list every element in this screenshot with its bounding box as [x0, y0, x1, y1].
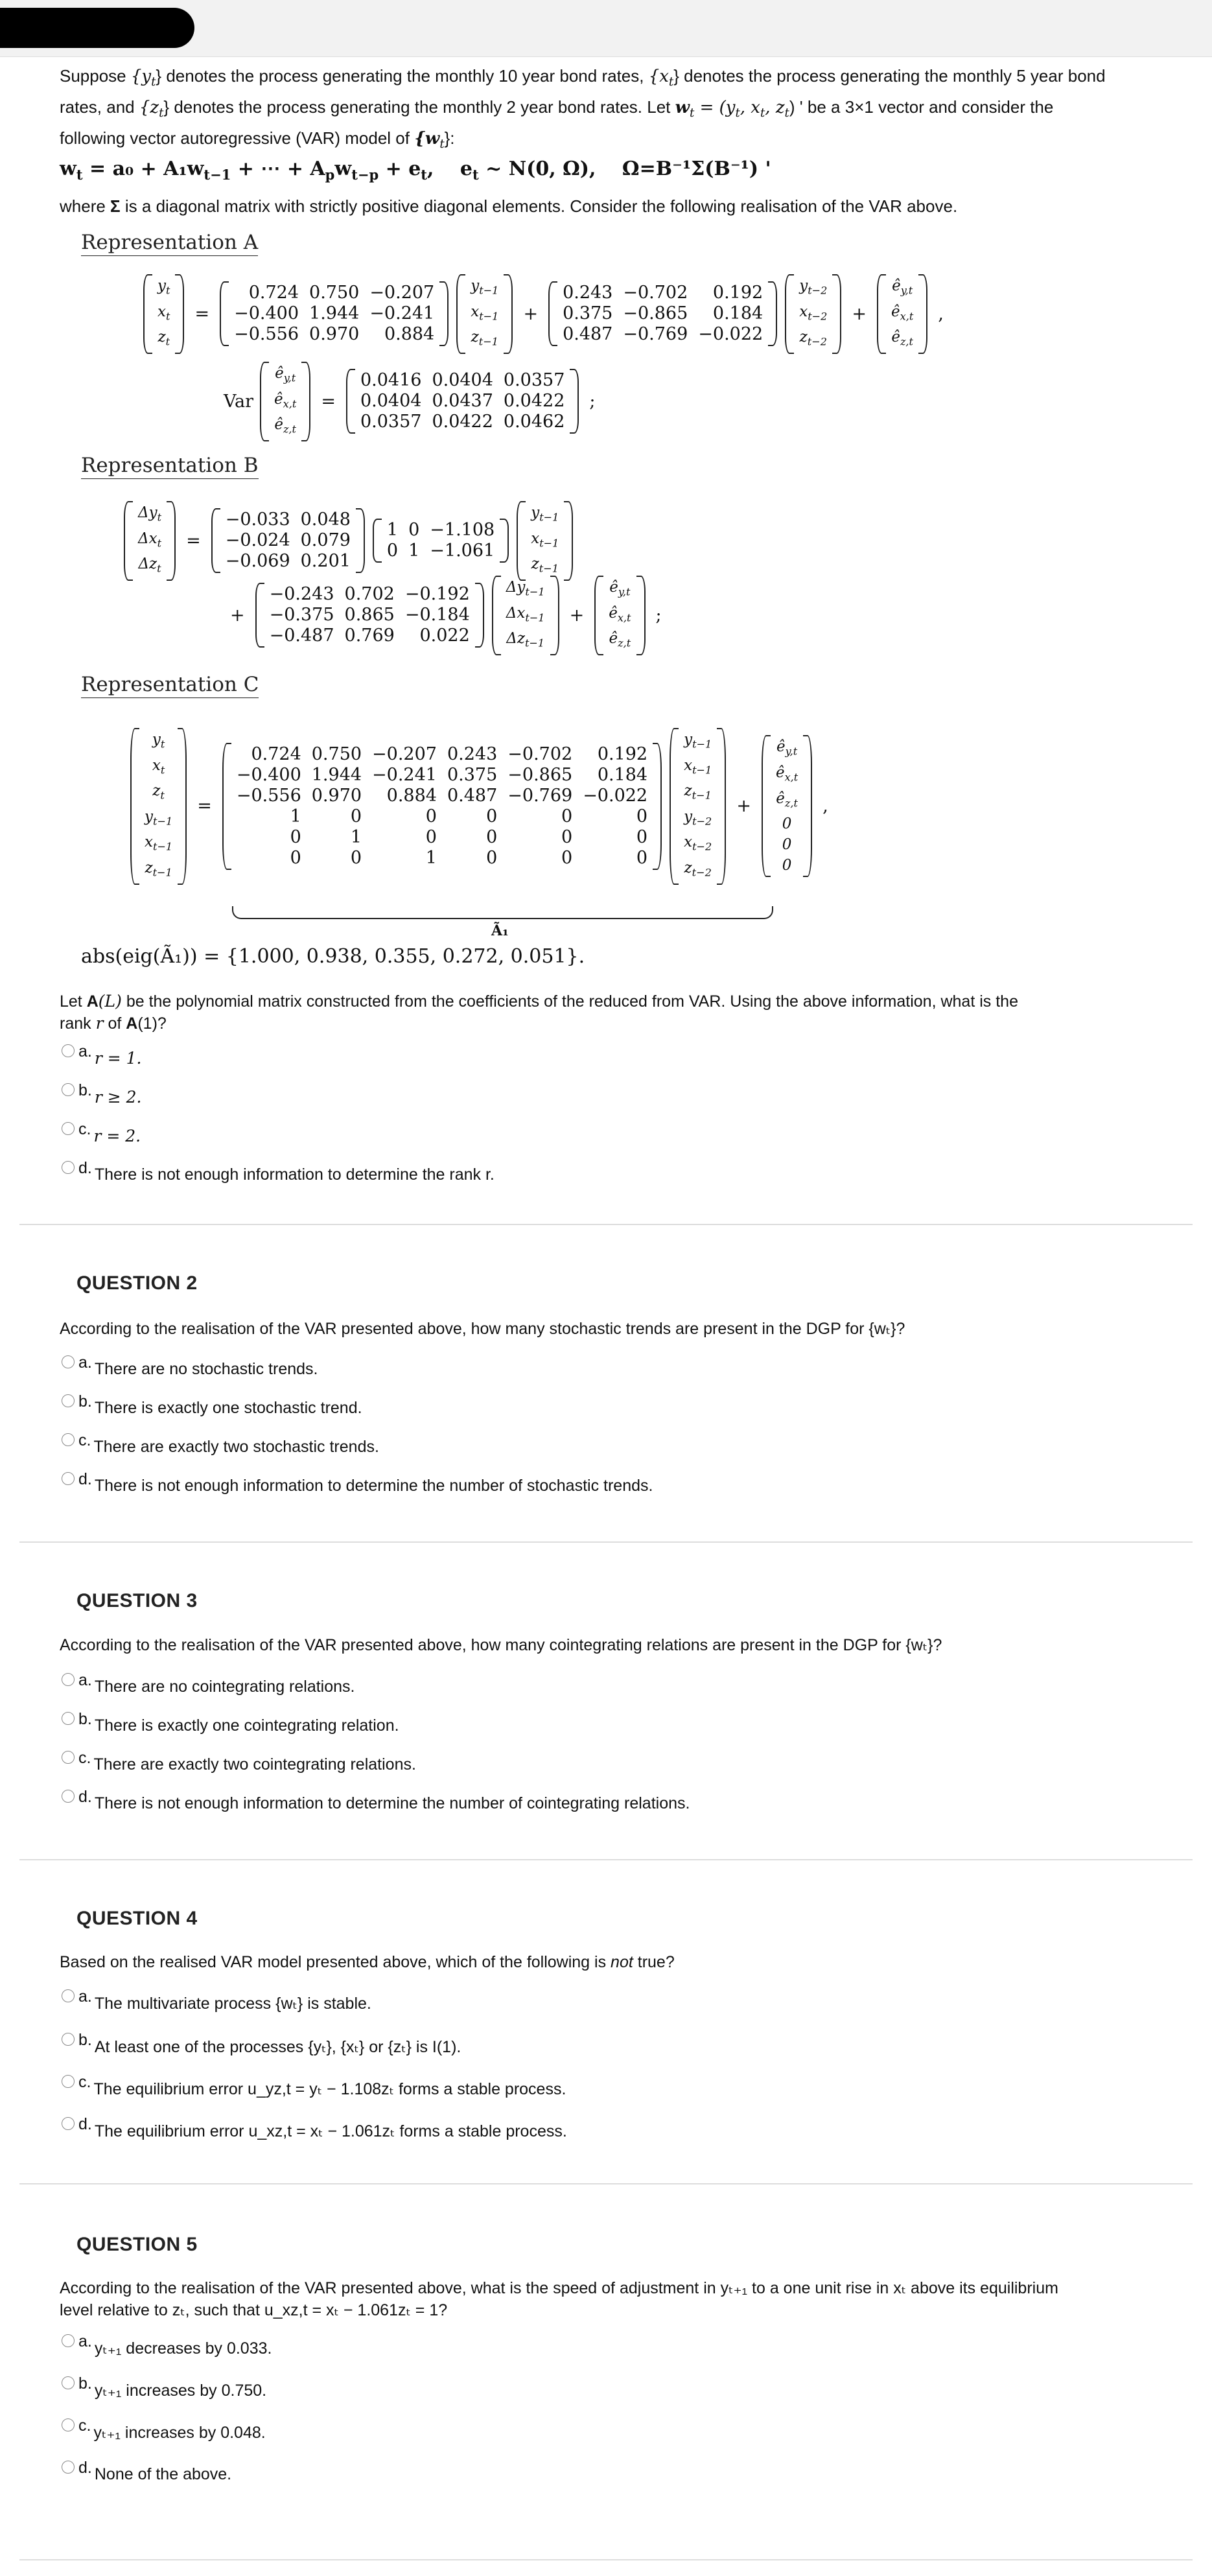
- vector-entry: $\Delta z_{t-1}$: [506, 630, 545, 650]
- matrix-entry: 0.724: [251, 744, 301, 764]
- vector-entry: $y_{t-1}$: [145, 808, 173, 828]
- q4-option-d[interactable]: d. The equilibrium error u_xz,t = xₜ − 1.061zₜ forms a stable process.: [62, 2115, 567, 2141]
- rep-b-dlag-vector: [492, 576, 559, 655]
- matrix-entry: 0.487: [563, 324, 613, 345]
- representation-a-equation: $y_t$ $x_t$ $z_t$ = 0.724 0.750 −0.207 −0.400 1.944 −0.241 −0.556 0.970 0.884 $y_{t-1}$ $x_{t-1}$ $z_{t-1}$ + 0.243 −0.702 0.192 0.375 −0.865 0.184 0.487 −0.769 −0.022 $y_{t-2}$ $x_{t-2}$ $z_{t-2}$ + $ê_{y,t}$ $ê_{x,t}$ $ê_{z,t}$ ,: [139, 274, 950, 354]
- matrix-entry: −0.207: [369, 283, 435, 303]
- q1-option-c[interactable]: c. r = 2.: [62, 1120, 141, 1145]
- radio-button[interactable]: [62, 1673, 75, 1686]
- representation-a-label: Representation A: [81, 231, 258, 254]
- q1-option-a[interactable]: a. r = 1.: [62, 1042, 142, 1068]
- radio-button[interactable]: [62, 1394, 75, 1407]
- divider: [19, 1541, 1193, 1543]
- representation-b-label: Representation B: [81, 454, 259, 477]
- matrix-entry: 0: [486, 806, 498, 826]
- vector-entry: $y_{t-2}$: [684, 808, 712, 828]
- rep-b-gamma-matrix: [255, 583, 484, 648]
- vector-entry: $ê_{y,t}$: [275, 365, 296, 384]
- matrix-entry: −0.865: [507, 764, 573, 785]
- matrix-entry: 0.884: [384, 324, 435, 345]
- rep-a-cov-residual-vector: [260, 362, 310, 441]
- radio-button[interactable]: [62, 2033, 75, 2046]
- intro-line-2: rates, and $\{z_t\}$ denotes the process generating the monthly 2 year bond rates. Let $w_t = (y_t$, $x_t$, $z_t$) ' be a 3×1 vector and consider the: [60, 97, 1054, 121]
- vector-entry: $ê_{z,t}$: [891, 329, 914, 348]
- matrix-entry: 0.970: [309, 324, 360, 345]
- vector-entry: $y_t$: [152, 731, 165, 751]
- matrix-entry: −0.022: [698, 324, 763, 345]
- matrix-entry: 0.079: [300, 530, 351, 551]
- vector-entry: $ê_{x,t}$: [274, 390, 297, 410]
- matrix-entry: 0: [350, 806, 362, 826]
- radio-button[interactable]: [62, 1790, 75, 1803]
- matrix-entry: −0.241: [372, 764, 437, 785]
- matrix-entry: 0.884: [386, 785, 437, 806]
- vector-entry: $z_{t-2}$: [684, 859, 712, 879]
- rep-a-coefficient-matrix-1: [220, 281, 449, 346]
- matrix-entry: 0: [636, 826, 648, 847]
- q4-option-c[interactable]: c. The equilibrium error u_yz,t = yₜ − 1.108zₜ forms a stable process.: [62, 2073, 566, 2099]
- representation-b-equation-continued: + −0.243 0.702 −0.192 −0.375 0.865 −0.184 −0.487 0.769 0.022 $\Delta y_{t-1}$ $\Delta x_{t-1}$ $\Delta z_{t-1}$ + $ê_{y,t}$ $ê_{x,t}$ $ê_{z,t}$ ;: [224, 576, 668, 655]
- vector-entry: $y_{t-2}$: [799, 277, 828, 297]
- radio-button[interactable]: [62, 2418, 75, 2431]
- vector-entry: $x_{t-1}$: [531, 530, 559, 550]
- companion-matrix-brace: [232, 906, 773, 919]
- matrix-entry: 0.0437: [432, 391, 493, 412]
- matrix-entry: 0: [425, 826, 437, 847]
- representation-c-label: Representation C: [81, 673, 259, 696]
- rep-c-rhs-vector: [670, 728, 726, 885]
- matrix-entry: 0: [561, 806, 573, 826]
- matrix-entry: 0: [290, 826, 301, 847]
- q1-option-b[interactable]: b. r ≥ 2.: [62, 1081, 142, 1107]
- matrix-entry: 0.702: [344, 584, 395, 605]
- rep-a-covariance-matrix: [346, 369, 579, 434]
- q3-option-a[interactable]: a. There are no cointegrating relations.: [62, 1671, 355, 1696]
- q5-heading: QUESTION 5: [76, 2234, 198, 2255]
- matrix-entry: 1: [386, 520, 399, 541]
- rep-c-companion-matrix: [222, 743, 662, 870]
- q4-option-b[interactable]: b. At least one of the processes {yₜ}, {xₜ} or {zₜ} is I(1).: [62, 2031, 461, 2057]
- matrix-entry: −0.400: [234, 303, 299, 324]
- radio-button[interactable]: [62, 1751, 75, 1764]
- matrix-entry: −0.375: [269, 605, 334, 626]
- vector-entry: 0: [782, 815, 792, 833]
- vector-entry: $ê_{z,t}$: [776, 790, 798, 810]
- radio-button[interactable]: [62, 1989, 75, 2002]
- vector-entry: $x_{t-1}$: [471, 303, 499, 323]
- rep-a-residual-vector: [877, 274, 927, 354]
- vector-entry: $ê_{x,t}$: [609, 604, 631, 624]
- radio-button[interactable]: [62, 1122, 75, 1135]
- rep-c-residual-vector: [762, 735, 812, 877]
- var-model-equation: $w_t = a_0 + A_1w_{t-1}$ + ⋯ + $A_pw_{t-p} + e_t$, $e_t$ ~ N(0, Ω), Ω=B⁻¹Σ(B⁻¹) ': [60, 158, 771, 183]
- vector-entry: $ê_{x,t}$: [775, 764, 798, 784]
- matrix-entry: 0.243: [563, 283, 613, 303]
- matrix-entry: 1: [350, 826, 362, 847]
- matrix-entry: 0: [290, 847, 301, 868]
- rep-a-coefficient-matrix-2: [548, 281, 777, 346]
- q1-option-d[interactable]: d. There is not enough information to determine the rank r.: [62, 1159, 495, 1184]
- vector-entry: $z_{t-2}$: [799, 329, 827, 348]
- matrix-entry: −0.207: [372, 744, 437, 764]
- radio-button[interactable]: [62, 1161, 75, 1174]
- browser-top-bar: [0, 0, 1212, 57]
- matrix-entry: 0.750: [309, 283, 360, 303]
- rep-b-beta-matrix: [373, 519, 509, 563]
- vector-entry: $x_{t-2}$: [684, 834, 712, 853]
- eigenvalue-abs-line: abs(eig(Ã₁)) = {1.000, 0.938, 0.355, 0.272, 0.051}.: [81, 945, 585, 968]
- matrix-entry: 0.022: [419, 626, 470, 646]
- intro-line-3: following vector autoregressive (VAR) model of $\{w_t\}$:: [60, 128, 455, 152]
- q3-option-c[interactable]: c. There are exactly two cointegrating relations.: [62, 1749, 416, 1774]
- matrix-entry: 0.0422: [503, 391, 565, 412]
- divider: [19, 2559, 1193, 2560]
- representation-a-covariance: Var $ê_{y,t}$ $ê_{x,t}$ $ê_{z,t}$ = 0.0416 0.0404 0.0357 0.0404 0.0437 0.0422 0.0357 0.0422 0.0462 ;: [224, 362, 602, 441]
- rep-b-alpha-matrix: [211, 508, 365, 573]
- matrix-entry: 0: [561, 847, 573, 868]
- q4-option-a[interactable]: a. The multivariate process {wₜ} is stable.: [62, 1987, 371, 2013]
- vector-entry: $z_t$: [152, 782, 165, 802]
- matrix-entry: −0.769: [623, 324, 688, 345]
- matrix-entry: 0.970: [311, 785, 362, 806]
- vector-entry: $\Delta y_{t-1}$: [506, 579, 545, 598]
- matrix-entry: −0.069: [225, 551, 290, 572]
- divider: [19, 1859, 1193, 1860]
- vector-entry: $ê_{y,t}$: [609, 579, 631, 598]
- divider: [19, 1224, 1193, 1225]
- matrix-entry: 0: [636, 806, 648, 826]
- radio-button[interactable]: [62, 2376, 75, 2389]
- matrix-entry: 0: [425, 806, 437, 826]
- matrix-entry: 0.487: [447, 785, 498, 806]
- matrix-entry: 0.0462: [503, 412, 565, 432]
- vector-entry: $ê_{y,t}$: [892, 277, 913, 297]
- q2-text: According to the realisation of the VAR presented above, how many stochastic trends are present in the DGP for {wₜ}?: [60, 1320, 905, 1338]
- vector-entry: $z_{t-1}$: [684, 782, 712, 802]
- vector-entry: $ê_{y,t}$: [776, 738, 798, 758]
- q3-option-b[interactable]: b. There is exactly one cointegrating relation.: [62, 1710, 399, 1735]
- matrix-entry: −0.556: [234, 324, 299, 345]
- matrix-entry: 0.0357: [503, 370, 565, 391]
- sigma-description: where Σ is a diagonal matrix with strictly positive diagonal elements. Consider the following realisation of the VAR above.: [60, 196, 958, 216]
- rep-a-lag2-vector: [785, 274, 841, 354]
- intro-line-1: Suppose $\{y_t\}$ denotes the process generating the monthly 10 year bond rates, $\{x_t\}$ denotes the process generating the monthly 5 year bond: [60, 66, 1106, 89]
- q4-heading: QUESTION 4: [76, 1908, 198, 1929]
- radio-button[interactable]: [62, 2117, 75, 2130]
- q5-text: According to the realisation of the VAR presented above, what is the speed of adjustment in yₜ₊₁ to a one unit rise in xₜ above its equilibrium level relative to zₜ, such that u_xz,t = xₜ − 1.061zₜ = 1?: [60, 2279, 1058, 2319]
- radio-button[interactable]: [62, 2334, 75, 2347]
- vector-entry: $x_t$: [157, 303, 170, 323]
- matrix-entry: −0.184: [404, 605, 470, 626]
- matrix-entry: −0.024: [225, 530, 290, 551]
- q5-option-c[interactable]: c. yₜ₊₁ increases by 0.048.: [62, 2417, 266, 2442]
- vector-entry: $z_t$: [157, 329, 170, 348]
- rep-b-residual-vector: [594, 576, 645, 655]
- q2-option-d[interactable]: d. There is not enough information to determine the number of stochastic trends.: [62, 1470, 653, 1495]
- matrix-entry: 0.375: [447, 764, 498, 785]
- matrix-entry: −0.487: [269, 626, 334, 646]
- matrix-entry: 0: [386, 541, 399, 561]
- radio-button[interactable]: [62, 2461, 75, 2474]
- vector-entry: $x_{t-1}$: [684, 756, 712, 777]
- q2-option-b[interactable]: b. There is exactly one stochastic trend.: [62, 1392, 362, 1418]
- matrix-entry: 1: [408, 541, 420, 561]
- matrix-entry: −0.769: [507, 785, 573, 806]
- q2-option-a[interactable]: a. There are no stochastic trends.: [62, 1353, 318, 1379]
- q1-text: Let A(L) be the polynomial matrix constructed from the coefficients of the reduced from VAR. Using the above information, what is the rank r of A(1)?: [60, 992, 1018, 1033]
- matrix-entry: 0.192: [597, 744, 648, 764]
- matrix-entry: −0.702: [507, 744, 573, 764]
- matrix-entry: 0.724: [248, 283, 299, 303]
- radio-button[interactable]: [62, 1472, 75, 1485]
- matrix-entry: 0.0416: [360, 370, 422, 391]
- matrix-entry: 1: [290, 806, 301, 826]
- radio-button[interactable]: [62, 1355, 75, 1368]
- matrix-entry: 0.769: [344, 626, 395, 646]
- matrix-entry: −1.108: [430, 520, 495, 541]
- matrix-entry: 0: [486, 826, 498, 847]
- matrix-entry: 0.048: [300, 509, 351, 530]
- q2-heading: QUESTION 2: [76, 1272, 198, 1294]
- matrix-entry: 0: [636, 847, 648, 868]
- matrix-entry: −0.865: [623, 303, 688, 324]
- matrix-entry: 0.375: [563, 303, 613, 324]
- vector-entry: $ê_{z,t}$: [274, 416, 297, 436]
- vector-entry: $x_{t-2}$: [799, 303, 828, 323]
- vector-entry: $y_{t-1}$: [531, 504, 559, 524]
- vector-entry: $y_{t-1}$: [684, 731, 712, 751]
- rep-c-lhs-vector: [130, 728, 187, 885]
- matrix-entry: 1.944: [311, 764, 362, 785]
- matrix-entry: 0.0422: [432, 412, 493, 432]
- representation-c-equation: $y_t$ $x_t$ $z_t$ $y_{t-1}$ $x_{t-1}$ $z_{t-1}$ = 0.724 0.750 −0.207 0.243 −0.702 0.192 −0.400 1.944 −0.241 0.375 −0.865 0.184 −0.556 0.970 0.884 0.487 −0.769 −0.022 1 0 0 0 0 0 0 1 0 0 0 0 0 0 1 0 0 0 $y_{t-1}$ $x_{t-1}$ $z_{t-1}$ $y_{t-2}$ $x_{t-2}$ $z_{t-2}$ + $ê_{y,t}$ $ê_{x,t}$ $ê_{z,t}$ 0 0 0 ,: [126, 728, 835, 885]
- vector-entry: 0: [782, 836, 792, 854]
- matrix-entry: −0.702: [623, 283, 688, 303]
- radio-button[interactable]: [62, 1712, 75, 1725]
- matrix-entry: 0.0357: [360, 412, 422, 432]
- matrix-entry: −0.192: [404, 584, 470, 605]
- q3-option-d[interactable]: d. There is not enough information to determine the number of cointegrating relations.: [62, 1788, 690, 1813]
- matrix-entry: 0: [408, 520, 420, 541]
- matrix-entry: −0.556: [236, 785, 301, 806]
- q4-text: Based on the realised VAR model presented above, which of the following is not true?: [60, 1953, 675, 1971]
- vector-entry: $\Delta y_t$: [138, 504, 162, 524]
- divider: [19, 2183, 1193, 2184]
- vector-entry: $z_{t-1}$: [531, 556, 559, 575]
- redacted-header-logo: [0, 8, 194, 48]
- radio-button[interactable]: [62, 2075, 75, 2088]
- rep-b-lhs-vector: [124, 501, 176, 581]
- matrix-entry: 1.944: [309, 303, 360, 324]
- matrix-entry: 0.201: [300, 551, 351, 572]
- matrix-entry: 0.192: [712, 283, 763, 303]
- q3-heading: QUESTION 3: [76, 1590, 198, 1611]
- vector-entry: $z_{t-1}$: [471, 329, 498, 348]
- matrix-entry: 0.865: [344, 605, 395, 626]
- vector-entry: $y_{t-1}$: [471, 277, 499, 297]
- matrix-entry: 0.184: [712, 303, 763, 324]
- intro-paragraph: [60, 64, 1161, 158]
- vector-entry: $x_t$: [152, 756, 165, 777]
- vector-entry: $x_{t-1}$: [145, 834, 173, 853]
- vector-entry: $y_t$: [157, 277, 170, 297]
- q5-option-a[interactable]: a. yₜ₊₁ decreases by 0.033.: [62, 2332, 272, 2358]
- matrix-entry: 0.243: [447, 744, 498, 764]
- representation-b-equation: $\Delta y_t$ $\Delta x_t$ $\Delta z_t$ = −0.033 0.048 −0.024 0.079 −0.069 0.201 1 0 −1.108 0 1 −1.061 $y_{t-1}$ $x_{t-1}$ $z_{t-1}$: [120, 501, 577, 581]
- matrix-entry: 0: [561, 826, 573, 847]
- matrix-entry: −0.243: [269, 584, 334, 605]
- matrix-entry: −0.241: [369, 303, 435, 324]
- vector-entry: $\Delta z_t$: [138, 556, 161, 575]
- vector-entry: $ê_{x,t}$: [891, 303, 914, 323]
- rep-a-lag1-vector: [456, 274, 513, 354]
- matrix-entry: 0.184: [597, 764, 648, 785]
- matrix-entry: 0: [350, 847, 362, 868]
- q3-text: According to the realisation of the VAR presented above, how many cointegrating relations are present in the DGP for {wₜ}?: [60, 1636, 942, 1654]
- radio-button[interactable]: [62, 1433, 75, 1446]
- vector-entry: 0: [782, 857, 792, 874]
- matrix-entry: −0.022: [583, 785, 648, 806]
- radio-button[interactable]: [62, 1044, 75, 1057]
- radio-button[interactable]: [62, 1083, 75, 1096]
- vector-entry: $\Delta x_{t-1}$: [506, 604, 545, 624]
- matrix-entry: 0.0404: [432, 370, 493, 391]
- companion-matrix-label: Ã₁: [491, 922, 509, 939]
- matrix-entry: −0.033: [225, 509, 290, 530]
- rep-a-lhs-vector: [143, 274, 184, 354]
- matrix-entry: −1.061: [430, 541, 495, 561]
- vector-entry: $z_{t-1}$: [145, 859, 172, 879]
- vector-entry: $ê_{z,t}$: [609, 630, 631, 650]
- q2-option-c[interactable]: c. There are exactly two stochastic trends.: [62, 1431, 379, 1457]
- vector-entry: $\Delta x_t$: [138, 530, 162, 550]
- rep-b-lag1-vector: [517, 501, 573, 581]
- matrix-entry: −0.400: [236, 764, 301, 785]
- q5-option-b[interactable]: b. yₜ₊₁ increases by 0.750.: [62, 2374, 266, 2400]
- matrix-entry: 0.0404: [360, 391, 422, 412]
- q5-option-d[interactable]: d. None of the above.: [62, 2459, 231, 2484]
- matrix-entry: 0.750: [311, 744, 362, 764]
- matrix-entry: 1: [425, 847, 437, 868]
- matrix-entry: 0: [486, 847, 498, 868]
